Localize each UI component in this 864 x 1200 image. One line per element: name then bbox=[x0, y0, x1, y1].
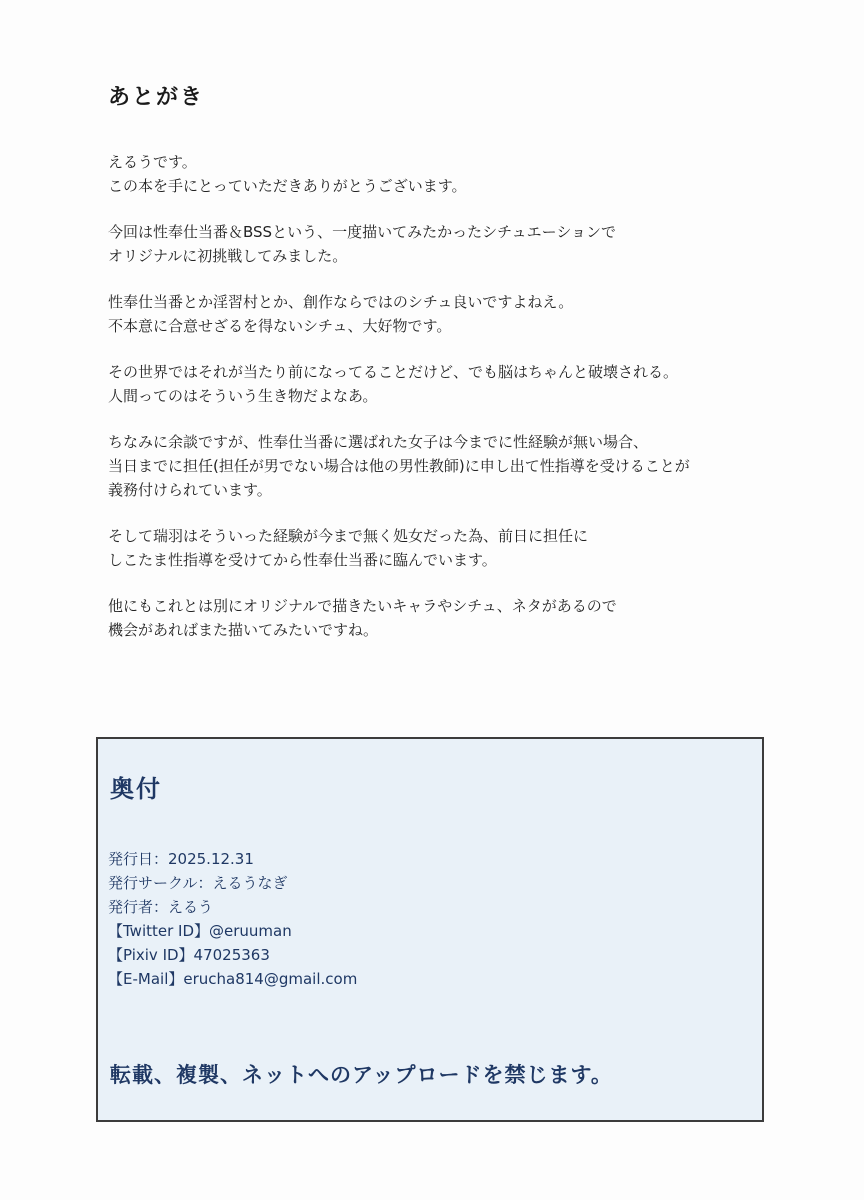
afterword-paragraph bbox=[108, 524, 788, 572]
afterword-line: そして瑞羽はそういった経験が今まで無く処女だった為、前日に担任に bbox=[108, 527, 589, 545]
afterword-line: 他にもこれとは別にオリジナルで描きたいキャラやシチュ、ネタがあるので bbox=[108, 597, 617, 615]
afterword-title: あとがき bbox=[108, 85, 205, 110]
afterword-body bbox=[108, 150, 788, 664]
twitter-id: 【Twitter ID】@eruuman bbox=[108, 922, 292, 940]
afterword-paragraph bbox=[108, 594, 788, 642]
email-address: 【E-Mail】erucha814@gmail.com bbox=[108, 970, 358, 988]
afterword-line: 義務付けられています。 bbox=[108, 481, 272, 499]
colophon-title: 奥付 bbox=[110, 775, 162, 803]
afterword-line: オリジナルに初挑戦してみました。 bbox=[108, 247, 348, 265]
afterword-line: 不本意に合意せざるを得ないシチュ、大好物です。 bbox=[108, 317, 452, 335]
afterword-line: 今回は性奉仕当番＆BSSという、一度描いてみたかったシチュエーションで bbox=[108, 223, 617, 241]
afterword-paragraph bbox=[108, 150, 788, 198]
colophon-box bbox=[96, 737, 764, 1122]
afterword-line: ちなみに余談ですが、性奉仕当番に選ばれた女子は今までに性経験が無い場合、 bbox=[108, 433, 649, 451]
afterword-line: 機会があればまた描いてみたいですね。 bbox=[108, 621, 379, 639]
afterword-line: えるうです。 bbox=[108, 153, 197, 171]
afterword-line: しこたま性指導を受けてから性奉仕当番に臨んでいます。 bbox=[108, 551, 497, 569]
pixiv-id: 【Pixiv ID】47025363 bbox=[108, 946, 270, 964]
publisher: 発行者：えるう bbox=[108, 898, 214, 916]
afterword-paragraph bbox=[108, 220, 788, 268]
afterword-line: 性奉仕当番とか淫習村とか、創作ならではのシチュ良いですよねえ。 bbox=[108, 293, 574, 311]
reproduction-notice: 転載、複製、ネットへのアップロードを禁じます。 bbox=[110, 1063, 613, 1087]
afterword-line: その世界ではそれが当たり前になってることだけど、でも脳はちゃんと破壊される。 bbox=[108, 363, 679, 381]
publish-date: 発行日：2025.12.31 bbox=[108, 850, 254, 868]
afterword-line: 当日までに担任(担任が男でない場合は他の男性教師)に申し出て性指導を受けることが bbox=[108, 457, 690, 475]
afterword-paragraph bbox=[108, 360, 788, 408]
afterword-paragraph bbox=[108, 290, 788, 338]
afterword-paragraph bbox=[108, 430, 788, 502]
afterword-line: この本を手にとっていただきありがとうございます。 bbox=[108, 177, 467, 195]
afterword-line: 人間ってのはそういう生き物だよなあ。 bbox=[108, 387, 378, 405]
colophon-details bbox=[108, 847, 357, 991]
publishing-circle: 発行サークル：えるうなぎ bbox=[108, 874, 288, 892]
